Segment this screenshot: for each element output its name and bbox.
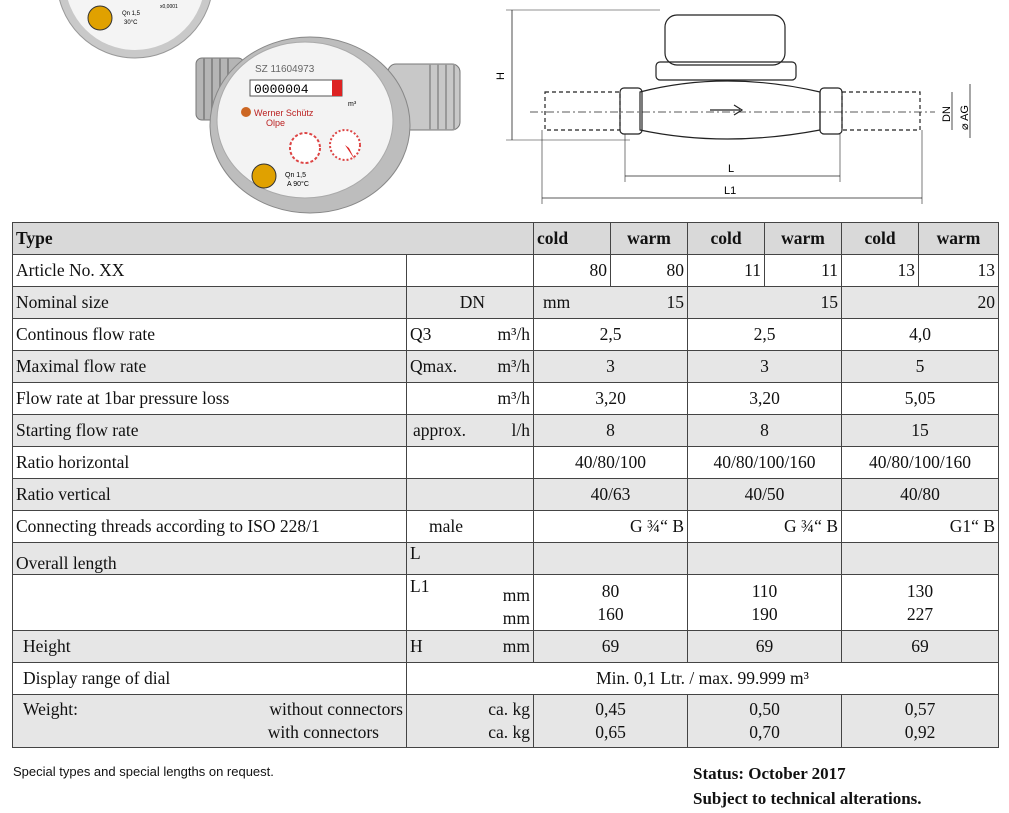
- article-value: 11: [765, 255, 842, 287]
- maximal-value: 3: [688, 351, 842, 383]
- row-threads: [13, 511, 999, 543]
- weight-with-value: 0,65: [595, 722, 626, 742]
- ratio-v-value: 40/63: [534, 479, 688, 511]
- continuous-value: 4,0: [842, 319, 999, 351]
- starting-unit: l/h: [511, 420, 530, 440]
- row-starting: [13, 415, 999, 447]
- row-overall-length: [13, 543, 999, 575]
- row-maximal: [13, 351, 999, 383]
- svg-text:⌀ AG: ⌀ AG: [959, 105, 971, 130]
- weight-unit: ca. kg: [488, 722, 530, 742]
- svg-text:SZ 11604973: SZ 11604973: [255, 64, 315, 75]
- maximal-symbol: Qmax.: [410, 356, 458, 376]
- maximal-unit: m³/h: [497, 356, 530, 376]
- pressure-value: 3,20: [534, 383, 688, 415]
- weight-without: without connectors: [269, 699, 403, 719]
- article-value: 13: [842, 255, 919, 287]
- ratio-h-value: 40/80/100/160: [842, 447, 999, 479]
- svg-text:Olpe: Olpe: [266, 118, 286, 128]
- warm-11-header: warm: [765, 223, 842, 255]
- weight-without-value: 0,45: [595, 699, 626, 719]
- cold-80-header: cold: [534, 223, 611, 255]
- continuous-symbol: Q3: [410, 324, 432, 344]
- alterations-note: Subject to technical alterations.: [693, 789, 922, 808]
- row-article: [13, 255, 999, 287]
- cold-11-header: cold: [688, 223, 765, 255]
- height-symbol: H: [410, 636, 423, 656]
- row-overall-values: [13, 575, 999, 631]
- type-label: Type: [13, 223, 534, 255]
- status-date: Status: October 2017: [693, 764, 846, 783]
- row-display-range: [13, 663, 999, 695]
- article-value: 80: [534, 255, 611, 287]
- starting-value: 15: [842, 415, 999, 447]
- height-label: Height: [13, 631, 407, 663]
- svg-text:0000004: 0000004: [254, 82, 309, 97]
- svg-text:Werner Schütz: Werner Schütz: [254, 108, 314, 118]
- ratio-v-value: 40/50: [688, 479, 842, 511]
- threads-value: G1“ B: [842, 511, 999, 543]
- threads-label: Connecting threads according to ISO 228/1: [13, 511, 407, 543]
- overall-l1-value: 227: [906, 603, 934, 624]
- svg-text:A 90°C: A 90°C: [287, 181, 309, 188]
- overall-label: Overall length: [13, 543, 407, 575]
- height-value: 69: [842, 631, 999, 663]
- threads-symbol: male: [407, 511, 534, 543]
- row-ratio-horizontal: [13, 447, 999, 479]
- meter-photo-main: [196, 37, 460, 213]
- height-unit: mm: [502, 636, 530, 656]
- pressure-label: Flow rate at 1bar pressure loss: [13, 383, 407, 415]
- overall-l-value: 110: [751, 580, 778, 601]
- continuous-unit: m³/h: [497, 324, 530, 344]
- svg-text:L: L: [728, 163, 735, 175]
- continuous-value: 2,5: [688, 319, 842, 351]
- nominal-value: 15: [688, 287, 842, 319]
- warm-80-header: warm: [611, 223, 688, 255]
- ratio-v-value: 40/80: [842, 479, 999, 511]
- overall-l1-value: 190: [751, 603, 778, 624]
- footnote: Special types and special lengths on request.: [13, 764, 274, 779]
- nominal-value: 15: [666, 292, 684, 312]
- weight-with-value: 0,92: [904, 722, 936, 742]
- weight-without-value: 0,50: [749, 699, 780, 719]
- row-nominal: [13, 287, 999, 319]
- overall-l1-value: 160: [597, 603, 624, 624]
- meter-photo-top: [57, 0, 213, 58]
- height-value: 69: [688, 631, 842, 663]
- cold-13-header: cold: [842, 223, 919, 255]
- display-value: Min. 0,1 Ltr. / max. 99.999 m³: [407, 663, 999, 695]
- article-value: 11: [688, 255, 765, 287]
- nominal-unit: mm: [543, 292, 571, 312]
- overall-l-value: 130: [906, 580, 934, 601]
- ratio-h-label: Ratio horizontal: [13, 447, 407, 479]
- svg-text:Qn 1,5: Qn 1,5: [285, 172, 307, 179]
- continuous-value: 2,5: [534, 319, 688, 351]
- display-label: Display range of dial: [13, 663, 407, 695]
- weight-without-value: 0,57: [904, 699, 936, 719]
- overall-l-value: 80: [601, 580, 620, 601]
- overall-symbol-l: L: [407, 543, 534, 575]
- row-pressure-loss: [13, 383, 999, 415]
- maximal-value: 3: [534, 351, 688, 383]
- svg-text:x0,0001: x0,0001: [160, 4, 178, 10]
- weight-unit: ca. kg: [488, 699, 530, 719]
- threads-value: G ¾“ B: [534, 511, 688, 543]
- row-ratio-vertical: [13, 479, 999, 511]
- svg-text:m³: m³: [348, 101, 357, 108]
- article-value: 80: [611, 255, 688, 287]
- status-block: [693, 761, 922, 811]
- height-value: 69: [534, 631, 688, 663]
- pressure-value: 3,20: [688, 383, 842, 415]
- threads-value: G ¾“ B: [688, 511, 842, 543]
- ratio-v-label: Ratio vertical: [13, 479, 407, 511]
- dimension-drawing: [490, 0, 1009, 215]
- nominal-label: Nominal size: [13, 287, 407, 319]
- overall-symbol-l1: L1: [410, 576, 430, 596]
- svg-text:Qn 1,5: Qn 1,5: [122, 11, 141, 17]
- maximal-label: Maximal flow rate: [13, 351, 407, 383]
- weight-with-value: 0,70: [749, 722, 780, 742]
- article-value: 13: [919, 255, 999, 287]
- nominal-value: 20: [842, 287, 999, 319]
- weight-with: with connectors: [267, 722, 379, 742]
- spec-table: [12, 222, 999, 748]
- nominal-symbol: DN: [407, 287, 534, 319]
- starting-symbol: approx.: [413, 420, 466, 440]
- svg-text:L1: L1: [724, 185, 737, 197]
- svg-text:DN: DN: [941, 106, 953, 122]
- row-continuous: [13, 319, 999, 351]
- warm-13-header: warm: [919, 223, 999, 255]
- weight-label: Weight:: [23, 699, 78, 719]
- starting-value: 8: [688, 415, 842, 447]
- ratio-h-value: 40/80/100: [534, 447, 688, 479]
- pressure-value: 5,05: [842, 383, 999, 415]
- maximal-value: 5: [842, 351, 999, 383]
- svg-text:30°C: 30°C: [124, 20, 138, 26]
- row-weight: [13, 695, 999, 748]
- continuous-label: Continous flow rate: [13, 319, 407, 351]
- ratio-h-value: 40/80/100/160: [688, 447, 842, 479]
- article-label: Article No. XX: [13, 255, 407, 287]
- starting-value: 8: [534, 415, 688, 447]
- starting-label: Starting flow rate: [13, 415, 407, 447]
- svg-text:H: H: [495, 72, 507, 80]
- overall-unit: mm: [502, 608, 530, 628]
- product-photo: [0, 0, 500, 215]
- overall-unit: mm: [502, 585, 530, 605]
- row-height: [13, 631, 999, 663]
- row-type: [13, 223, 999, 255]
- pressure-unit: m³/h: [407, 383, 534, 415]
